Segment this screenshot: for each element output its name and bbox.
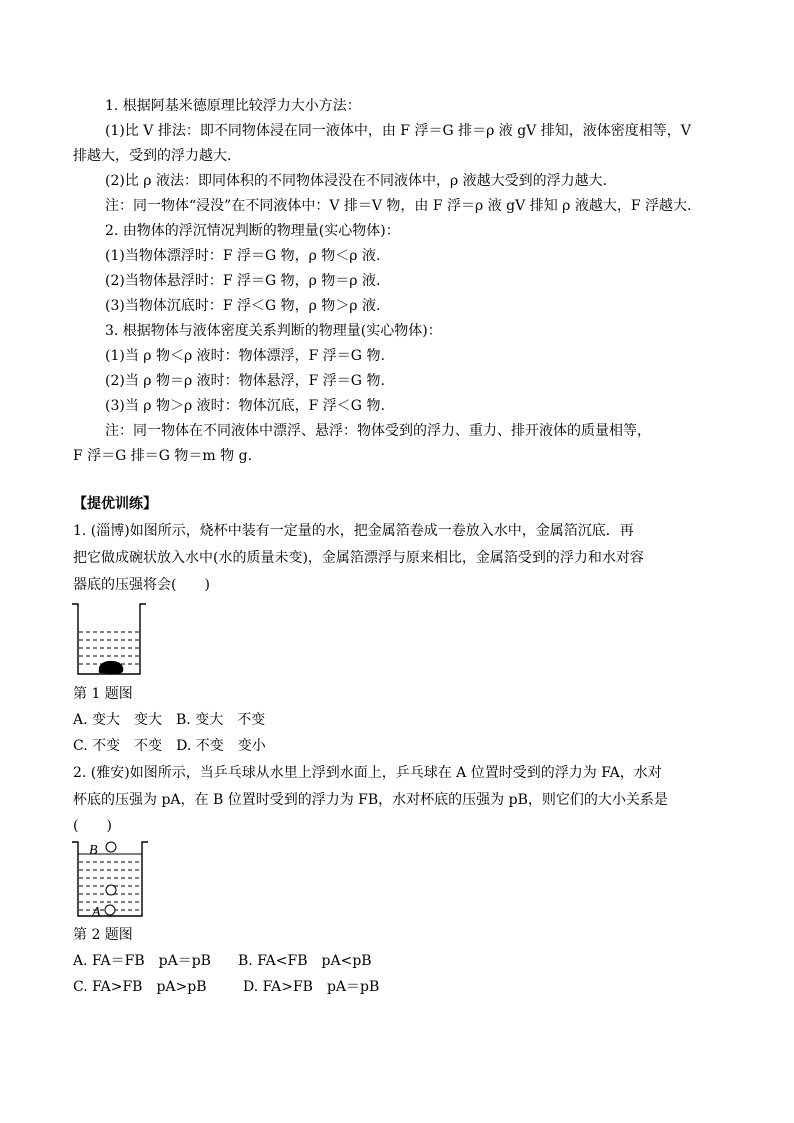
q1-text-1: 1. (淄博)如图所示，烧杯中装有一定量的水，把金属箔卷成一卷放入水中，金属箔沉底．再 [73,523,634,539]
method-line-6: (1)当物体漂浮时：F 浮＝G 物，ρ 物＜ρ 液. [105,248,381,264]
method-heading-1: 1. 根据阿基米德原理比较浮力大小方法： [105,98,361,114]
method-heading-3: 3. 根据物体与液体密度关系判断的物理量(实心物体)： [105,323,442,339]
q2-option-a: A. FA＝FB pA＝pB [73,953,211,969]
q1-options-cd: C. 不变 不变 D. 不变 变小 [73,738,266,754]
q2-option-c: C. FA>FB pA>pB [73,979,207,995]
method-line-2a: (1)比 V 排法：即不同物体浸在同一液体中，由 F 浮＝G 排＝ρ 液 gV 排知，液体密度相等，V [105,123,691,139]
method-note-b: F 浮＝G 排＝G 物＝m 物 g. [73,448,253,464]
label-a: A [92,905,101,920]
label-b: B [89,843,98,858]
method-line-8: (3)当物体沉底时：F 浮＜G 物，ρ 物＞ρ 液. [105,298,381,314]
method-line-2b: 排越大，受到的浮力越大. [73,148,232,164]
q1-beaker-figure [68,600,148,680]
method-line-10: (1)当 ρ 物＜ρ 液时：物体漂浮，F 浮＝G 物. [105,348,385,364]
q2-option-b: B. FA<FB pA<pB [238,953,372,969]
method-line-12: (3)当 ρ 物＞ρ 液时：物体沉底，F 浮＜G 物. [105,398,385,414]
q2-caption: 第 2 题图 [73,927,133,943]
q2-text-1: 2. (雅安)如图所示，当乒乓球从水里上浮到水面上，乒乓球在 A 位置时受到的浮力为 FA，水对 [73,765,662,781]
q1-options-ab: A. 变大 变大 B. 变大 不变 [73,712,266,728]
q2-option-d: D. FA>FB pA＝pB [243,979,380,995]
q1-text-3: 器底的压强将会( ) [73,577,210,593]
method-line-4: 注：同一物体“浸没”在不同液体中：V 排＝V 物，由 F 浮＝ρ 液 gV 排知 ρ 液越大，F 浮越大. [105,198,692,214]
method-note-a: 注：同一物体在不同液体中漂浮、悬浮：物体受到的浮力、重力、排开液体的质量相等， [105,423,651,439]
method-line-7: (2)当物体悬浮时：F 浮＝G 物，ρ 物＝ρ 液. [105,273,381,289]
q1-caption: 第 1 题图 [73,686,133,702]
q2-beaker-figure [68,836,150,920]
method-line-3: (2)比 ρ 液法：即同体积的不同物体浸没在不同液体中，ρ 液越大受到的浮力越大. [105,173,608,189]
section-heading: 【提优训练】 [73,496,157,512]
q1-text-2: 把它做成碗状放入水中(水的质量未变)，金属箔漂浮与原来相比，金属箔受到的浮力和水对容 [73,550,644,566]
method-line-11: (2)当 ρ 物＝ρ 液时：物体悬浮，F 浮＝G 物. [105,373,385,389]
q2-text-2: 杯底的压强为 pA，在 B 位置时受到的浮力为 FB，水对杯底的压强为 pB，则它们的大小关系是 [73,792,668,808]
q2-text-3: ( ) [73,818,112,834]
method-heading-2: 2. 由物体的浮沉情况判断的物理量(实心物体)： [105,223,400,239]
